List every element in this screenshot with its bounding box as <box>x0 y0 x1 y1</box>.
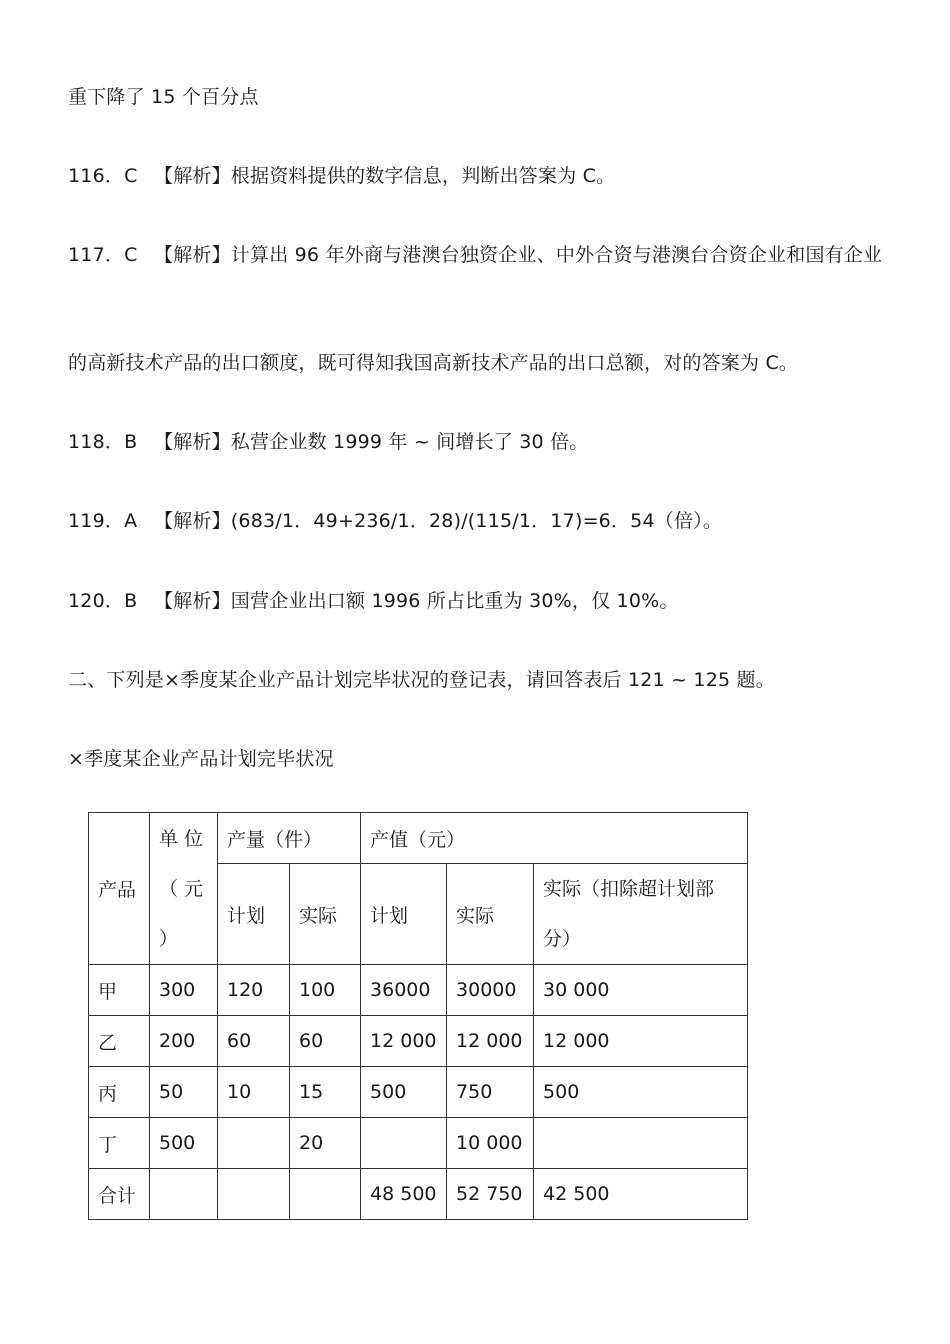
header-unit-line-1: 单 位 <box>159 827 204 850</box>
answer-number: 117．C <box>68 244 138 266</box>
answer-117 <box>68 242 882 268</box>
cell-value-actual-excluding: 12 000 <box>534 1016 748 1067</box>
cell-unit-price: 50 <box>150 1067 218 1118</box>
answer-explanation: 【解析】国营企业出口额 1996 所占比重为 30%，仅 10%。 <box>154 590 679 612</box>
cell-value-actual-excluding: 42 500 <box>534 1169 748 1220</box>
cell-product: 乙 <box>89 1016 150 1067</box>
cell-value-plan: 500 <box>361 1067 447 1118</box>
answer-118 <box>68 429 589 455</box>
cell-quantity-plan <box>218 1118 290 1169</box>
cell-quantity-plan: 10 <box>218 1067 290 1118</box>
cell-value-plan: 48 500 <box>361 1169 447 1220</box>
answer-number: 119．A <box>68 510 138 532</box>
text-line-continuation: 重下降了 15 个百分点 <box>68 86 259 108</box>
header-value: 产值（元） <box>361 813 748 864</box>
answer-explanation: 【解析】(683/1．49+236/1．28)/(115/1．17)=6．54（倍）。 <box>154 510 723 532</box>
answer-explanation: 【解析】私营企业数 1999 年 ~ 间增长了 30 倍。 <box>154 431 589 453</box>
cell-quantity-actual: 100 <box>290 965 361 1016</box>
cell-value-actual: 10 000 <box>447 1118 534 1169</box>
cell-quantity-plan: 120 <box>218 965 290 1016</box>
answer-explanation: 【解析】根据资料提供的数字信息，判断出答案为 C。 <box>154 165 616 187</box>
cell-quantity-actual: 15 <box>290 1067 361 1118</box>
header-quantity-plan: 计划 <box>218 864 290 965</box>
header-row-1 <box>89 813 748 864</box>
cell-value-actual-excluding: 30 000 <box>534 965 748 1016</box>
cell-value-plan <box>361 1118 447 1169</box>
cell-value-plan: 12 000 <box>361 1016 447 1067</box>
header-quantity-actual: 实际 <box>290 864 361 965</box>
cell-quantity-actual <box>290 1169 361 1220</box>
answer-number: 120．B <box>68 590 138 612</box>
header-value-actual-excluding-line-2: 分） <box>543 928 582 950</box>
header-value-actual-excluding-line-1: 实际（扣除超计划部 <box>543 878 715 900</box>
cell-unit-price: 500 <box>150 1118 218 1169</box>
table-row <box>89 965 748 1016</box>
table-row-total <box>89 1169 748 1220</box>
cell-value-actual: 30000 <box>447 965 534 1016</box>
header-unit-line-3: ） <box>159 927 179 950</box>
table-row <box>89 1067 748 1118</box>
cell-quantity-plan: 60 <box>218 1016 290 1067</box>
cell-value-actual: 750 <box>447 1067 534 1118</box>
cell-unit-price: 200 <box>150 1016 218 1067</box>
cell-value-actual: 52 750 <box>447 1169 534 1220</box>
cell-value-plan: 36000 <box>361 965 447 1016</box>
cell-value-actual: 12 000 <box>447 1016 534 1067</box>
cell-quantity-actual: 60 <box>290 1016 361 1067</box>
header-product: 产品 <box>89 813 150 965</box>
cell-product: 丁 <box>89 1118 150 1169</box>
answer-number: 116．C <box>68 165 138 187</box>
table-row <box>89 1118 748 1169</box>
cell-value-actual-excluding: 500 <box>534 1067 748 1118</box>
answer-number: 118．B <box>68 431 138 453</box>
table-row <box>89 1016 748 1067</box>
section-two-intro: 二、下列是×季度某企业产品计划完毕状况的登记表，请回答表后 121 ~ 125 题。 <box>68 669 775 691</box>
answer-116 <box>68 163 615 189</box>
header-value-actual-excluding-overplan <box>534 864 748 965</box>
header-quantity: 产量（件） <box>218 813 361 864</box>
cell-product: 甲 <box>89 965 150 1016</box>
cell-quantity-plan <box>218 1169 290 1220</box>
header-value-plan: 计划 <box>361 864 447 965</box>
cell-product: 合计 <box>89 1169 150 1220</box>
cell-value-actual-excluding <box>534 1118 748 1169</box>
answer-120 <box>68 588 679 614</box>
answer-117-continuation: 的高新技术产品的出口额度，既可得知我国高新技术产品的出口总额，对的答案为 C。 <box>68 352 799 374</box>
plan-completion-table <box>88 812 748 1220</box>
header-unit-line-2: （ 元 <box>159 877 204 900</box>
table-caption: ×季度某企业产品计划完毕状况 <box>68 748 334 770</box>
answer-explanation: 【解析】计算出 96 年外商与港澳台独资企业、中外合资与港澳台合资企业和国有企业 <box>154 244 883 266</box>
cell-quantity-actual: 20 <box>290 1118 361 1169</box>
cell-product: 丙 <box>89 1067 150 1118</box>
cell-unit-price <box>150 1169 218 1220</box>
answer-119 <box>68 508 722 534</box>
cell-unit-price: 300 <box>150 965 218 1016</box>
header-value-actual: 实际 <box>447 864 534 965</box>
header-unit <box>150 813 218 965</box>
